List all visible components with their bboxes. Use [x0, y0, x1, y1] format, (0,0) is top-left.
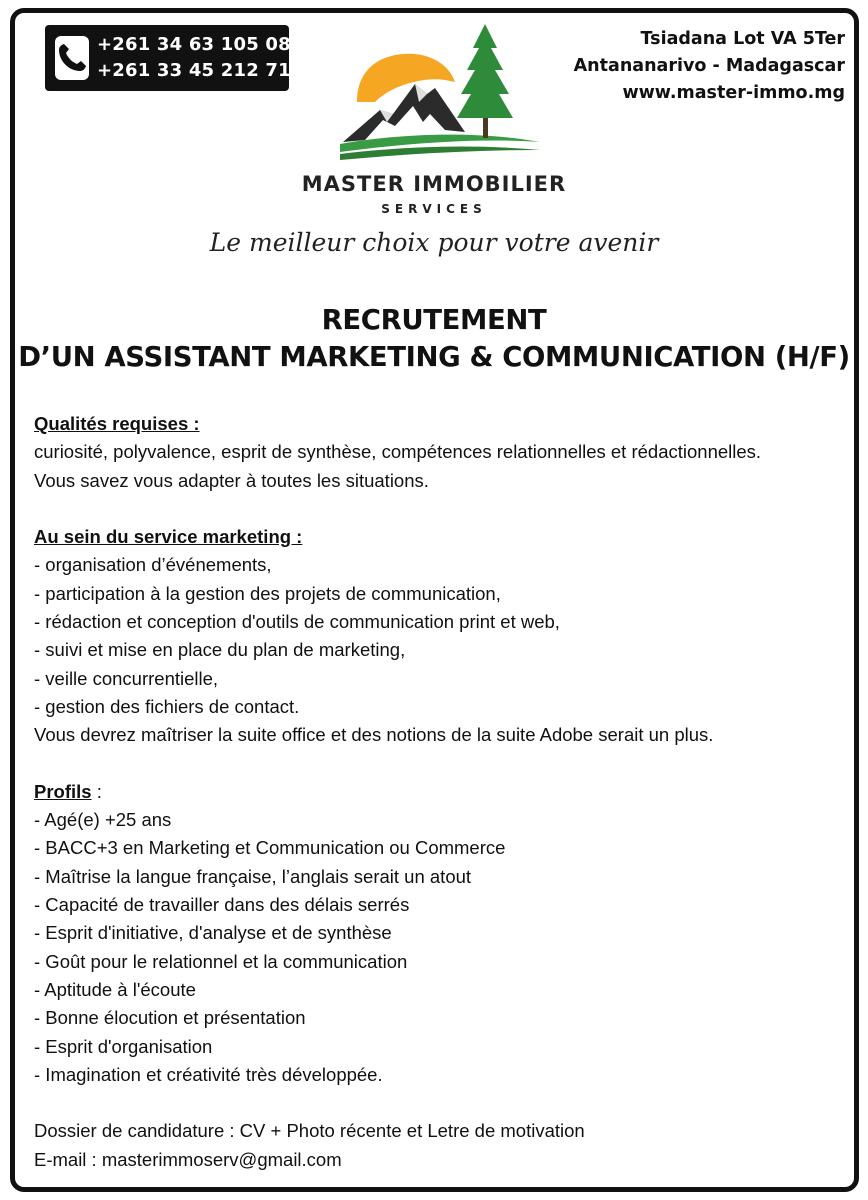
brand-name: MASTER IMMOBILIER: [301, 172, 567, 196]
title-line-1: RECRUTEMENT: [321, 304, 547, 336]
qualities-line-2: Vous savez vous adapter à toutes les situations.: [34, 469, 429, 491]
list-item: - Goût pour le relationnel et la communication: [34, 950, 408, 972]
list-item: - Bonne élocution et présentation: [34, 1007, 306, 1029]
list-item: - rédaction et conception d'outils de communication print et web,: [34, 611, 560, 633]
list-item: - Aptitude à l'écoute: [34, 978, 196, 1000]
job-description: [34, 410, 854, 1174]
tree-shape: [457, 24, 513, 138]
qualities-heading: Qualités requises :: [34, 413, 200, 434]
qualities-line-1: curiosité, polyvalence, esprit de synthèse, compétences relationnelles et rédactionnelles.: [34, 441, 762, 463]
phone-icon: [55, 36, 89, 80]
list-item: - Capacité de travailler dans des délais serrés: [34, 894, 410, 916]
profils-heading: Profils: [34, 780, 92, 802]
sun-shape: [357, 54, 455, 102]
list-item: - Maîtrise la langue française, l’anglais serait un atout: [34, 865, 472, 887]
list-item: - participation à la gestion des projets de communication,: [34, 582, 501, 604]
phone-box: [45, 25, 289, 91]
list-item: - BACC+3 en Marketing et Communication ou Commerce: [34, 837, 506, 859]
address-block: [574, 26, 845, 107]
list-item: - Agé(e) +25 ans: [34, 809, 172, 831]
list-item: - suivi et mise en place du plan de marketing,: [34, 639, 406, 661]
application-dossier: Dossier de candidature : CV + Photo récente et Letre de motivation: [34, 1120, 585, 1142]
list-item: - veille concurrentielle,: [34, 667, 219, 689]
company-logo: [335, 22, 545, 167]
marketing-note: Vous devrez maîtriser la suite office et des notions de la suite Adobe serait un plus.: [34, 724, 714, 746]
address-line-1: Tsiadana Lot VA 5Ter: [640, 29, 845, 49]
phone-number-1: +261 34 63 105 08: [97, 34, 291, 55]
application-email[interactable]: E-mail : masterimmoserv@gmail.com: [34, 1148, 342, 1170]
list-item: - Imagination et créativité très développée.: [34, 1063, 383, 1085]
profils-colon: :: [91, 780, 102, 802]
brand-tagline: Le meilleur choix pour votre avenir: [209, 228, 659, 257]
marketing-heading: Au sein du service marketing :: [34, 526, 303, 548]
title-line-2: D’UN ASSISTANT MARKETING & COMMUNICATION (H/F): [18, 341, 850, 373]
brand-subtitle: SERVICES: [381, 202, 487, 216]
address-line-2: Antananarivo - Madagascar: [573, 56, 845, 76]
list-item: - Esprit d'organisation: [34, 1035, 213, 1057]
list-item: - Esprit d'initiative, d'analyse et de synthèse: [34, 922, 392, 944]
page-title: [0, 302, 868, 376]
website-link: www.master-immo.mg: [622, 83, 845, 103]
list-item: - gestion des fichiers de contact.: [34, 695, 300, 717]
list-item: - organisation d’événements,: [34, 554, 272, 576]
phone-number-2: +261 33 45 212 71: [97, 60, 291, 81]
